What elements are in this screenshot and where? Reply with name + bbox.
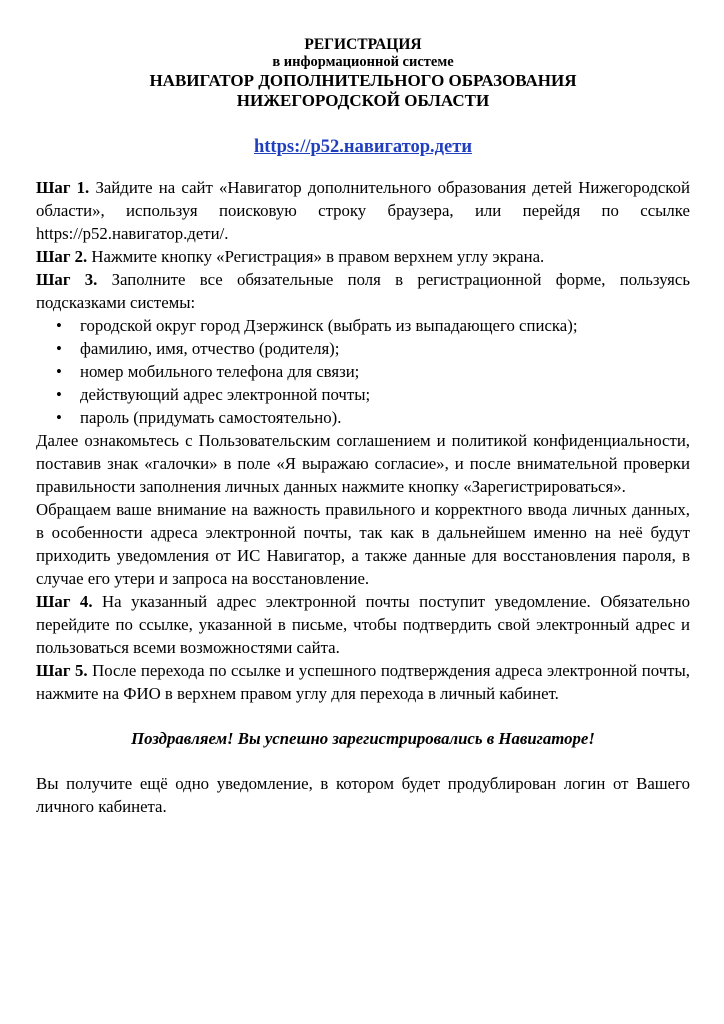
document-title bbox=[36, 36, 690, 111]
bullet-icon: • bbox=[56, 339, 62, 358]
bullet-icon: • bbox=[56, 362, 62, 381]
title-line-registration: РЕГИСТРАЦИЯ bbox=[304, 36, 422, 53]
step-2 bbox=[36, 245, 690, 268]
list-item-text: пароль (придумать самостоятельно). bbox=[80, 408, 342, 427]
bullet-icon: • bbox=[56, 408, 62, 427]
step-1-text: Зайдите на сайт «Навигатор дополнительного образования детей Нижегородской области», используя поисковую строку браузера, или перейдя по ссылке https://p52.навигатор.дети/. bbox=[36, 178, 690, 243]
navigator-link[interactable]: https://p52.навигатор.дети bbox=[253, 137, 472, 157]
agreement-paragraph: Далее ознакомьтесь с Пользовательским соглашением и политикой конфиденциальности, поставив знак «галочки» в поле «Я выражаю согласие», и после внимательной проверки правильности заполнения личных данных нажмите кнопку «Зарегистрироваться». bbox=[36, 431, 690, 496]
step-4-text: На указанный адрес электронной почты поступит уведомление. Обязательно перейдите по ссылке, указанной в письме, чтобы подтвердить свой электронный адрес и пользоваться всеми возможностями сайта. bbox=[36, 592, 690, 657]
list-item-text: городской округ город Дзержинск (выбрать из выпадающего списка); bbox=[80, 316, 578, 335]
instructions bbox=[36, 176, 690, 705]
list-item bbox=[56, 406, 690, 429]
list-item-text: номер мобильного телефона для связи; bbox=[80, 362, 360, 381]
list-item bbox=[56, 337, 690, 360]
step-5-text: После перехода по ссылке и успешного подтверждения адреса электронной почты, нажмите на ФИО в верхнем правом углу для перехода в личный кабинет. bbox=[36, 661, 690, 703]
bullet-icon: • bbox=[56, 385, 62, 404]
step-1 bbox=[36, 176, 690, 245]
final-note: Вы получите ещё одно уведомление, в котором будет продублирован логин от Вашего личного кабинета. bbox=[36, 774, 690, 816]
step-2-label: Шаг 2. bbox=[36, 247, 88, 266]
list-item-text: фамилию, имя, отчество (родителя); bbox=[80, 339, 340, 358]
congratulations-message: Поздравляем! Вы успешно зарегистрировались в Навигаторе! bbox=[131, 729, 595, 748]
step-3 bbox=[36, 268, 690, 314]
step-4-label: Шаг 4. bbox=[36, 592, 93, 611]
title-line-region: НИЖЕГОРОДСКОЙ ОБЛАСТИ bbox=[236, 91, 490, 110]
step-3-label: Шаг 3. bbox=[36, 270, 98, 289]
step-1-label: Шаг 1. bbox=[36, 178, 90, 197]
list-item bbox=[56, 360, 690, 383]
title-line-system: в информационной системе bbox=[272, 54, 454, 70]
document-content bbox=[36, 36, 690, 835]
attention-paragraph: Обращаем ваше внимание на важность правильного и корректного ввода личных данных, в особенности адреса электронной почты, так как в дальнейшем именно на неё будут приходить уведомления от ИС Навигатор, а также данные для восстановления пароля, в случае его утери и запроса на восстановление. bbox=[36, 500, 690, 588]
list-item-text: действующий адрес электронной почты; bbox=[80, 385, 371, 404]
bullet-icon: • bbox=[56, 316, 62, 335]
required-fields-list bbox=[36, 314, 690, 429]
list-item bbox=[56, 314, 690, 337]
step-5 bbox=[36, 659, 690, 705]
step-2-text: Нажмите кнопку «Регистрация» в правом верхнем углу экрана. bbox=[87, 247, 545, 266]
step-4 bbox=[36, 590, 690, 659]
step-5-label: Шаг 5. bbox=[36, 661, 88, 680]
step-3-text: Заполните все обязательные поля в регистрационной форме, пользуясь подсказками системы: bbox=[36, 270, 690, 312]
title-line-navigator: НАВИГАТОР ДОПОЛНИТЕЛЬНОГО ОБРАЗОВАНИЯ bbox=[149, 71, 577, 90]
list-item bbox=[56, 383, 690, 406]
